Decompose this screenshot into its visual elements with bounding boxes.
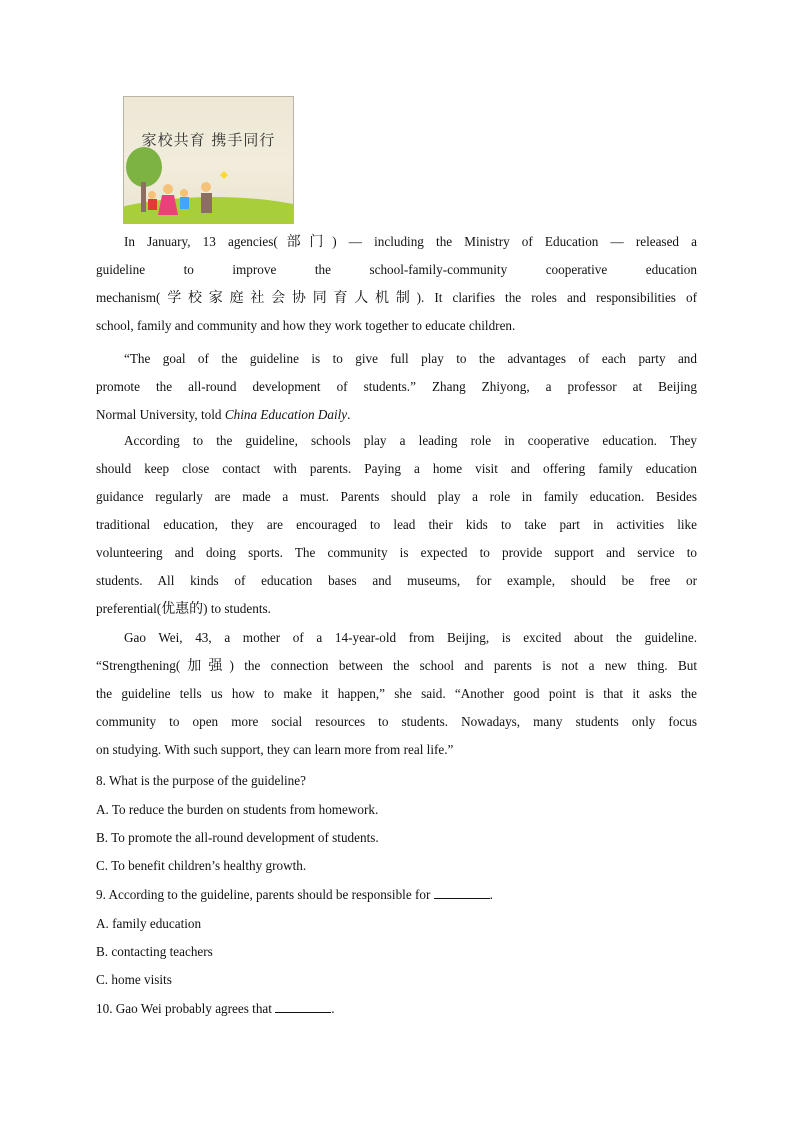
illustration xyxy=(123,96,294,224)
text-span: mechanism( xyxy=(96,290,161,305)
text-span: Normal University, told xyxy=(96,407,225,422)
text-line: students. All kinds of education bases and museums, for example, should be free or xyxy=(96,573,697,588)
text-line: volunteering and doing sports. The community is expected to provide support and service to xyxy=(96,545,697,560)
question-9-option-c[interactable]: C. home visits xyxy=(96,972,172,987)
text-line: school, family and community and how they work together to educate children. xyxy=(96,318,516,333)
text-line: on studying. With such support, they can learn more from real life.” xyxy=(96,742,454,757)
answer-blank[interactable] xyxy=(434,886,490,899)
text-span: . xyxy=(347,407,351,422)
text-line: community to open more social resources to students. Nowadays, many students only focus xyxy=(96,714,697,729)
chinese-gloss: 学校家庭社会协同育人机制 xyxy=(160,290,417,306)
text-line: According to the guideline, schools play a leading role in cooperative education. They xyxy=(124,433,697,448)
text-line: Gao Wei, 43, a mother of a 14-year-old from Beijing, is excited about the guideline. xyxy=(124,630,697,645)
text-line: promote the all-round development of students.” Zhang Zhiyong, a professor at Beijing xyxy=(96,379,697,394)
text-span: ). It clarifies the roles and responsibilities of xyxy=(416,290,697,305)
chinese-gloss: 部门 xyxy=(277,234,333,250)
question-8-option-b[interactable]: B. To promote the all-round development of students. xyxy=(96,830,379,845)
question-8-stem: 8. What is the purpose of the guideline? xyxy=(96,773,306,788)
question-9-option-a[interactable]: A. family education xyxy=(96,916,202,931)
text-span: ) — including the Ministry of Education — released a xyxy=(332,234,697,249)
chinese-gloss: 优惠的 xyxy=(161,601,204,617)
question-9-stem xyxy=(96,882,493,908)
question-9-option-b[interactable]: B. contacting teachers xyxy=(96,944,213,959)
text-line: guidance regularly are made a must. Parents should play a role in family education. Besides xyxy=(96,489,697,504)
text-span: preferential( xyxy=(96,601,162,616)
text-line xyxy=(96,595,697,623)
newspaper-title: China Education Daily xyxy=(224,407,348,422)
text-line: traditional education, they are encouraged to lead their kids to take part in activities like xyxy=(96,517,697,532)
question-8-option-a[interactable]: A. To reduce the burden on students from homework. xyxy=(96,802,379,817)
question-tail: . xyxy=(331,1001,335,1016)
question-8-option-c[interactable]: C. To benefit children’s healthy growth. xyxy=(96,858,307,873)
text-span: In January, 13 agencies( xyxy=(124,234,278,249)
paragraph-3 xyxy=(96,427,697,623)
text-line: guideline to improve the school-family-community cooperative education xyxy=(96,262,697,277)
chinese-gloss: 加强 xyxy=(180,658,230,674)
text-line xyxy=(96,228,697,256)
text-line: should keep close contact with parents. Paying a home visit and offering family education xyxy=(96,461,697,476)
paragraph-1 xyxy=(96,228,697,340)
paragraph-4 xyxy=(96,624,697,764)
paragraph-2 xyxy=(96,345,697,429)
question-10-stem xyxy=(96,996,335,1022)
question-text: 9. According to the guideline, parents should be responsible for xyxy=(96,887,431,902)
text-line: the guideline tells us how to make it happen,” she said. “Another good point is that it asks the xyxy=(96,686,697,701)
text-span: “Strengthening( xyxy=(96,658,181,673)
text-span: ) to students. xyxy=(203,601,271,616)
text-line xyxy=(96,652,697,680)
text-line: “The goal of the guideline is to give full play to the advantages of each party and xyxy=(124,351,697,366)
question-text: 10. Gao Wei probably agrees that xyxy=(96,1001,272,1016)
question-tail: . xyxy=(489,887,493,902)
answer-blank[interactable] xyxy=(275,1000,331,1013)
illustration-caption: 家校共育 携手同行 xyxy=(141,131,276,149)
text-span: ) the connection between the school and parents is not a new thing. But xyxy=(229,658,698,673)
family-illustration-graphic xyxy=(124,97,293,223)
text-line xyxy=(96,284,697,312)
text-line xyxy=(96,401,697,429)
